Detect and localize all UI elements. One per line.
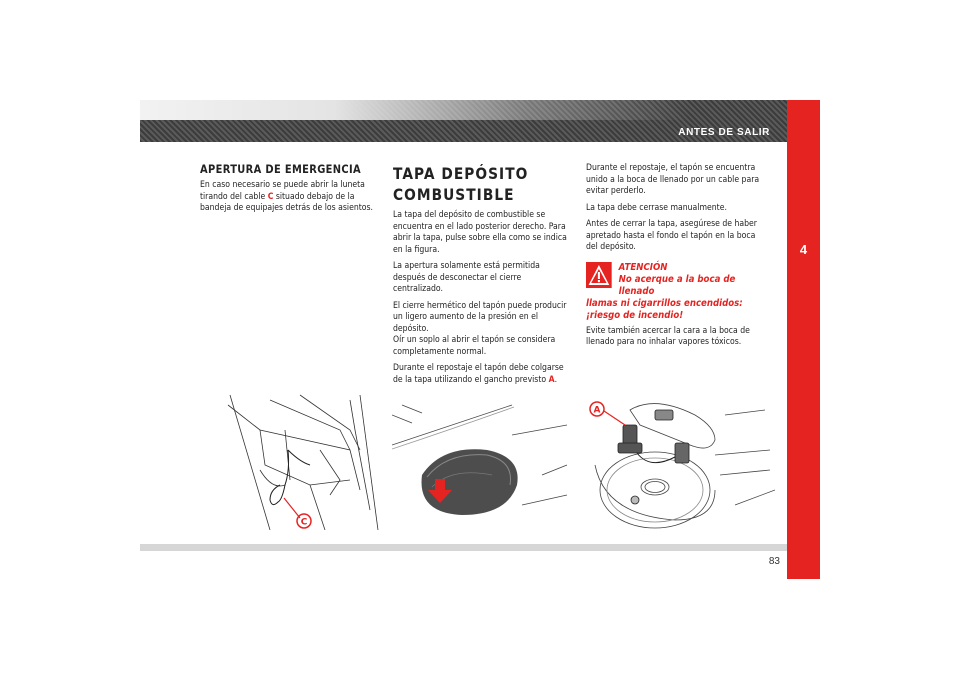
paragraph-4: Evite también acercar la cara a la boca de llenado para no inhalar vapores tóxicos. [586,325,750,347]
figure-fuel-filler [585,395,775,535]
reference-a: A [548,374,555,385]
figure-emergency-cable [200,390,380,530]
paragraph-3b: Oír un soplo al abrir el tapón se considera completamente normal. [393,335,556,357]
warning-title: ATENCIÓN [618,261,668,273]
paragraph-1: Durante el repostaje, el tapón se encuentra unido a la boca de llenado por un cable para evitar perderlo. [586,163,760,196]
chapter-number: 4 [799,242,808,257]
column-fuel-cap [393,163,569,391]
section-title: ANTES DE SALIR [678,127,770,138]
text: . [554,374,558,385]
column-refuel [586,163,762,354]
reference-c: C [267,191,274,202]
text: En caso necesario se puede abrir la luneta tirando del cable [200,180,365,202]
paragraph-3: El cierre hermético del tapón puede producir un ligero aumento de la presión en el depósito. [393,300,567,334]
footer-line [140,544,787,551]
warning-line-2: llamas ni cigarrillos encendidos: ¡riesgo de incendio! [586,297,743,321]
text: situado debajo de la bandeja de equipajes detrás de los asientos. [200,191,374,213]
paragraph-2: La apertura solamente está permitida después de desconectar el cierre centralizado. [393,261,540,294]
chapter-tab [787,100,820,579]
paragraph-emergency [200,180,376,215]
figure-label-c: C [300,517,308,528]
heading-emergency-opening: APERTURA DE EMERGENCIA [200,162,362,176]
warning-line-1: No acerque a la boca de llenado [618,273,736,297]
text: Durante el repostaje el tapón debe colgarse de la tapa utilizando el gancho previsto [393,363,564,385]
warning-box [586,262,762,322]
paragraph-1: La tapa del depósito de combustible se encuentra en el lado posterior derecho. Para abrir la tapa, pulse sobre ella como se indica en la figura. [393,210,567,255]
page-number: 83 [768,556,780,567]
figure-fuel-door [392,395,572,535]
column-emergency [200,163,376,220]
figure-label-a: A [593,405,601,416]
paragraph-3: Antes de cerrar la tapa, asegúrese de haber apretado hasta el fondo el tapón en la boca del depósito. [586,219,757,252]
paragraph-4 [393,363,569,386]
paragraph-2: La tapa debe cerrase manualmente. [586,202,727,213]
header-highlight [140,100,787,120]
warning-icon [586,262,612,288]
heading-fuel-cap: TAPA DEPÓSITO COMBUSTIBLE [393,164,529,204]
